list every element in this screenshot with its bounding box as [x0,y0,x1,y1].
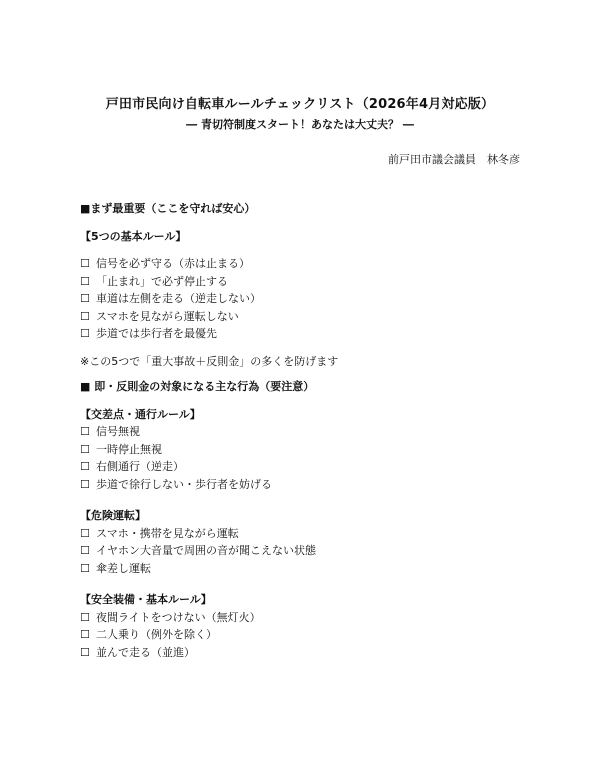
group-label-safety-equipment: 【安全装備・基本ルール】 [80,593,212,606]
checkbox-icon[interactable]: ☐ [80,257,90,270]
author-line: 前戸田市議会議員 林冬彦 [388,153,520,166]
checkbox-icon[interactable]: ☐ [80,544,90,557]
document-subtitle: ― 青切符制度スタート！あなたは大丈夫？ ― [186,118,414,131]
section1-note: ※この5つで「重大事故＋反則金」の多くを防げます [80,354,339,368]
checkbox-icon[interactable]: ☐ [80,425,90,438]
checklist-item: ☐ スマホ・携帯を見ながら運転 [80,525,520,543]
group-label-intersection: 【交差点・通行ルール】 [80,407,201,421]
checkbox-icon[interactable]: ☐ [80,292,90,305]
checklist-item: ☐ スマホを見ながら運転しない [80,308,520,326]
checklist-item: ☐ 歩道では歩行者を最優先 [80,325,520,343]
checklist-item: ☐ 車道は左側を走る（逆走しない） [80,290,520,308]
checkbox-icon[interactable]: ☐ [80,628,90,641]
checkbox-icon[interactable]: ☐ [80,645,90,659]
checklist-item: ☐ 「止まれ」で必ず停止する [80,273,520,291]
checklist-item: ☐ 歩道で徐行しない・歩行者を妨げる [80,476,520,494]
checkbox-icon[interactable]: ☐ [80,309,90,323]
checklist-item: ☐ 傘差し運転 [80,560,520,578]
checkbox-icon[interactable]: ☐ [80,442,90,456]
checkbox-icon[interactable]: ☐ [80,477,90,491]
checkbox-icon[interactable]: ☐ [80,460,90,473]
checklist-item: ☐ 信号無視 [80,423,520,441]
checklist-item: ☐ 夜間ライトをつけない（無灯火） [80,609,520,627]
document-body [80,200,520,661]
checklist-item: ☐ 一時停止無視 [80,441,520,459]
section1-heading: ■まず最重要（ここを守れば安心） [80,202,256,215]
section2-heading: ■ 即・反則金の対象になる主な行為（要注意） [80,380,315,393]
document-title: 戸田市民向け自転車ルールチェックリスト（2026年4月対応版） [105,97,495,112]
checklist-item: ☐ 二人乗り（例外を除く） [80,626,520,644]
checklist-item: ☐ 並んで走る（並進） [80,644,520,662]
section1-subheading: 【5つの基本ルール】 [80,229,187,243]
checklist-item: ☐ 信号を必ず守る（赤は止まる） [80,255,520,273]
checkbox-icon[interactable]: ☐ [80,561,90,575]
checklist-item: ☐ イヤホン大音量で周囲の音が聞こえない状態 [80,542,520,560]
checkbox-icon[interactable]: ☐ [80,274,90,288]
checklist-item: ☐ 右側通行（逆走） [80,458,520,476]
checkbox-icon[interactable]: ☐ [80,526,90,540]
checkbox-icon[interactable]: ☐ [80,610,90,624]
checkbox-icon[interactable]: ☐ [80,327,90,340]
group-label-dangerous-driving: 【危険運転】 [80,509,146,522]
